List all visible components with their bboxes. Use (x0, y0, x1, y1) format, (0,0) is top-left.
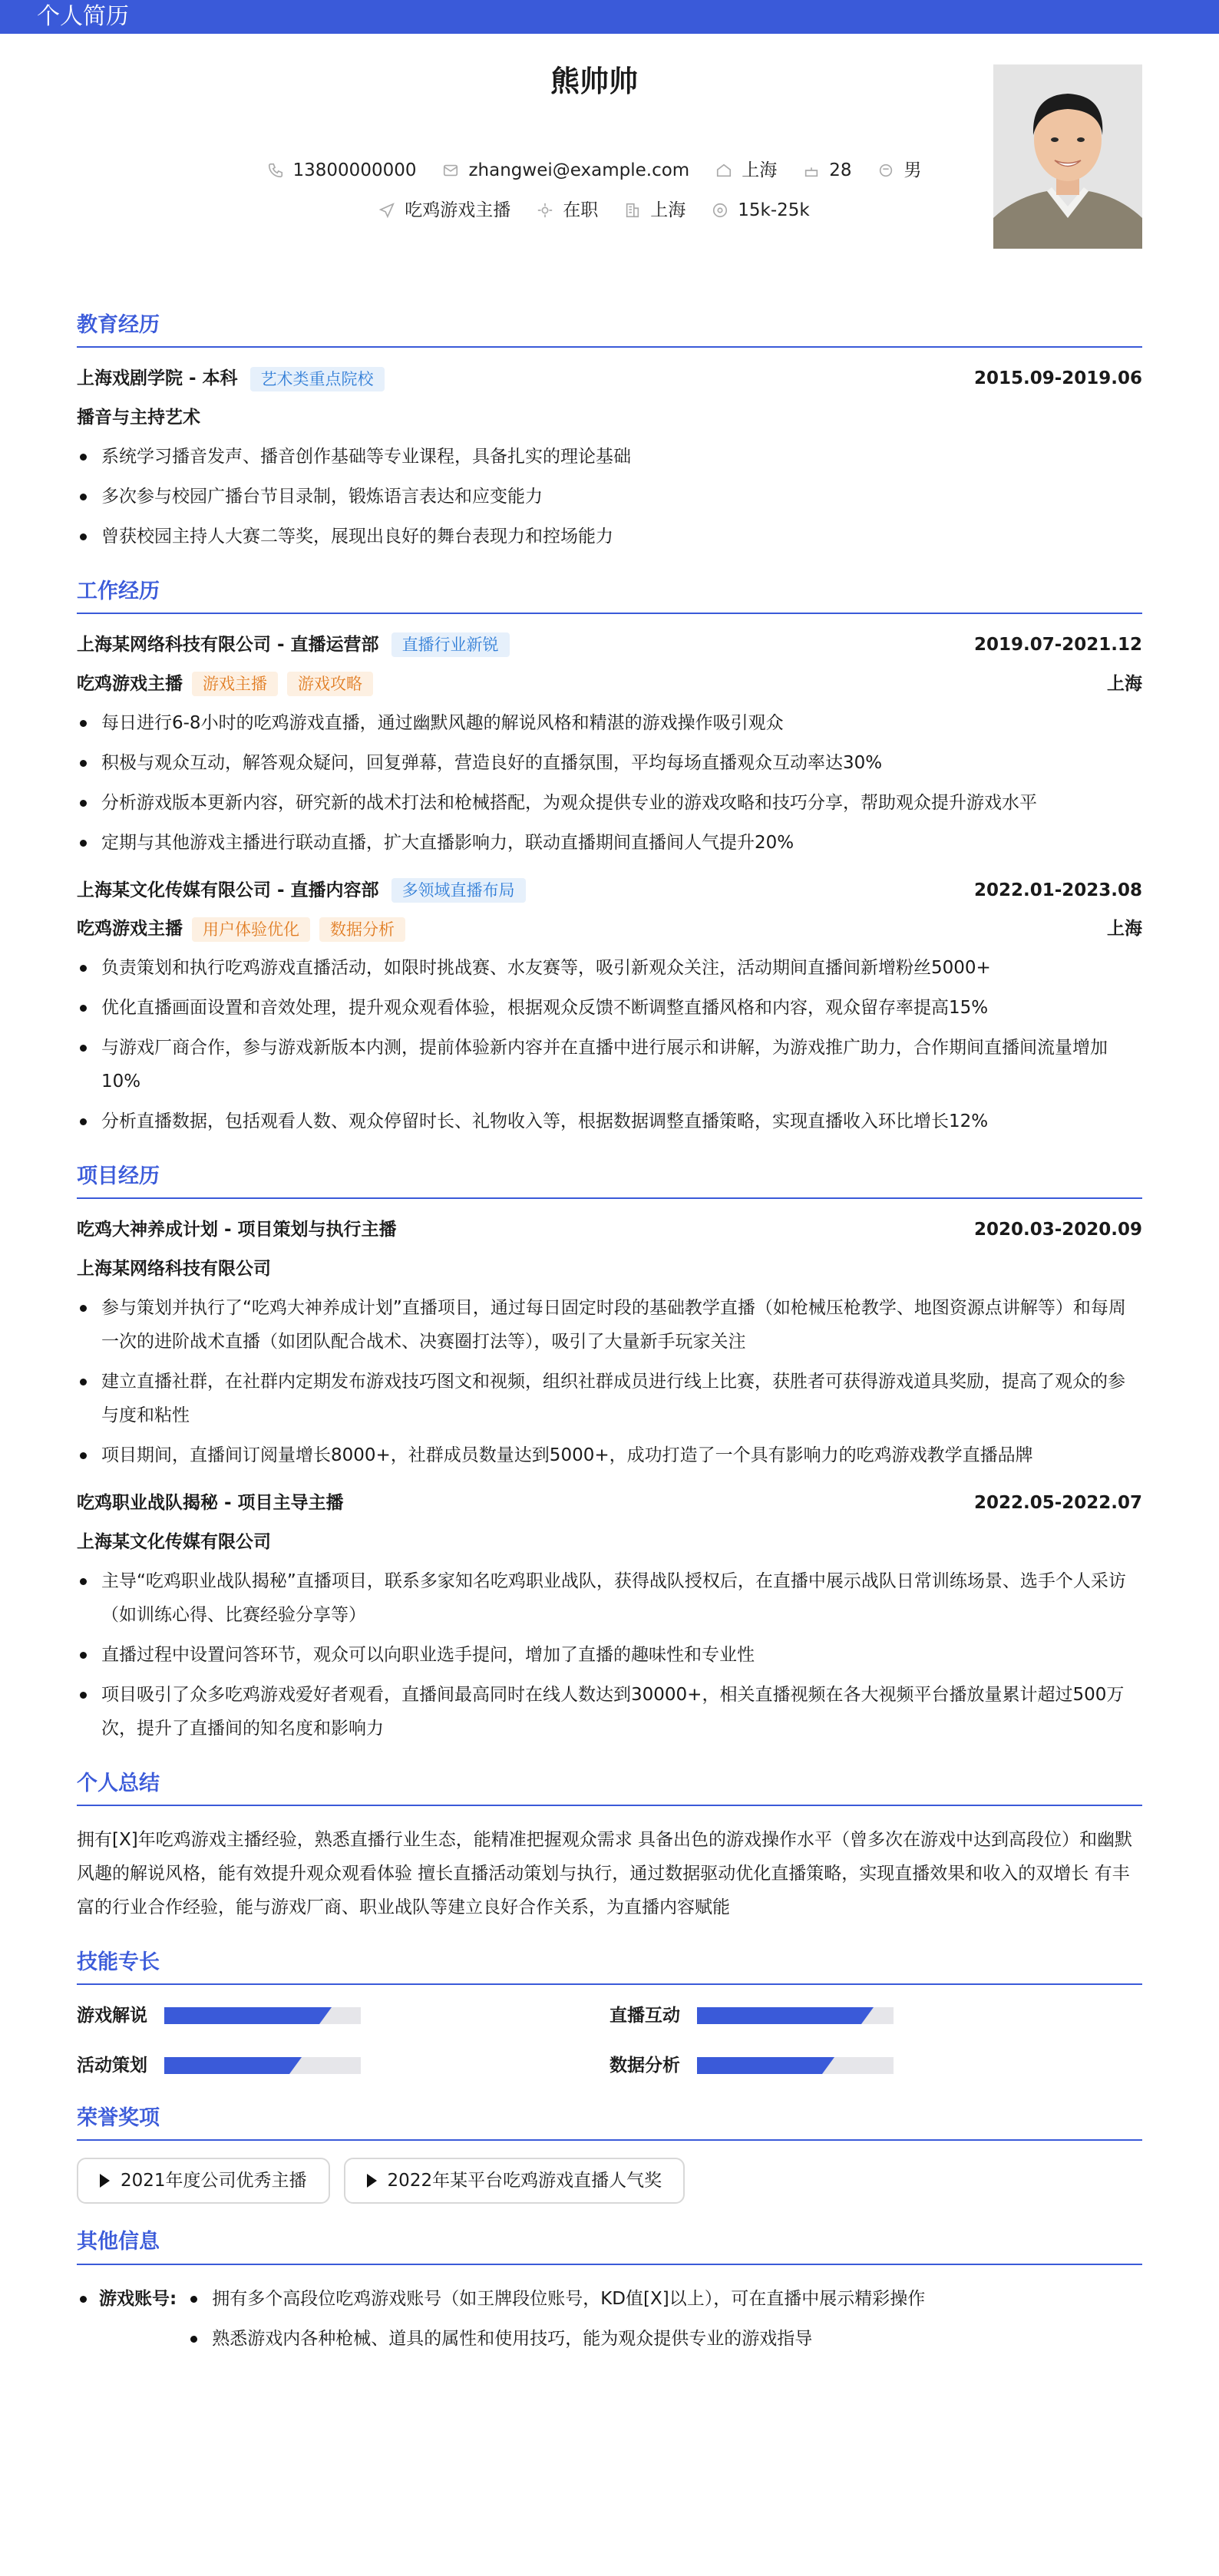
awards-section (77, 2102, 1142, 2204)
project-entry-head (77, 1216, 1142, 1244)
work-section (77, 575, 1142, 1138)
gender-text: 男 (904, 160, 922, 180)
list-item: 定期与其他游戏主播进行联动直播，扩大直播影响力，联动直播期间直播间人气提升20% (77, 826, 1142, 860)
education-entry-head (77, 365, 1142, 393)
list-item: 积极与观众互动，解答观众疑问，回复弹幕，营造良好的直播氛围，平均每场直播观众互动率达30% (77, 746, 1142, 780)
award-label: 2021年度公司优秀主播 (121, 2170, 307, 2191)
email-text: zhangwei@example.com (468, 160, 690, 180)
list-item: 分析游戏版本更新内容，研究新的战术打法和枪械搭配，为观众提供专业的游戏攻略和技巧分享，帮助观众提升游戏水平 (77, 786, 1142, 820)
profile-photo (993, 64, 1142, 249)
skill-bar (164, 2057, 361, 2074)
skill-bar-fill (164, 2007, 319, 2024)
major-row (77, 404, 1142, 432)
list-item: 每日进行6-8小时的吃鸡游戏直播，通过幽默风趣的解说风格和精湛的游戏操作吸引观众 (77, 706, 1142, 740)
skill-bar (697, 2057, 894, 2074)
building-icon (624, 202, 641, 219)
award-chip (344, 2158, 685, 2204)
resume-page (0, 34, 1219, 2393)
education-section (77, 309, 1142, 553)
role-tag: 数据分析 (319, 917, 405, 942)
role-tag: 游戏攻略 (287, 672, 373, 696)
salary-info (712, 197, 809, 225)
contact-row (77, 157, 1142, 185)
resume-header (77, 34, 1142, 287)
job-intent-row (77, 197, 1142, 225)
skills-grid (77, 2002, 1142, 2080)
phone-text: 13800000000 (292, 160, 417, 180)
candidate-name: 熊帅帅 (550, 64, 638, 98)
job-location: 上海 (1107, 673, 1142, 694)
list-item: 主导“吃鸡职业战队揭秘”直播项目，联系多家知名吃鸡职业战队，获得战队授权后，在直播中展示战队日常训练场景、选手个人采访（如训练心得、比赛经验分享等） (77, 1564, 1142, 1632)
projects-section (77, 1160, 1142, 1745)
project-bullets (77, 1564, 1142, 1745)
job-location: 上海 (1107, 919, 1142, 940)
awards-title: 荣誉奖项 (77, 2102, 1142, 2141)
other-label-text: 游戏账号: (99, 2288, 177, 2309)
company-tag: 多领域直播布局 (391, 878, 526, 903)
list-item: 熟悉游戏内各种枪械、道具的属性和使用技巧，能为观众提供专业的游戏指导 (187, 2322, 925, 2356)
work-city-info (624, 197, 685, 225)
mail-icon (442, 162, 459, 179)
job-bullets (77, 706, 1142, 860)
project-company-row (77, 1255, 1142, 1283)
skills-section (77, 1946, 1142, 2080)
company-name: 上海某文化传媒有限公司 - 直播内容部 (77, 880, 379, 900)
school-name: 上海戏剧学院 - 本科 (77, 368, 238, 389)
other-title: 其他信息 (77, 2225, 1142, 2264)
project-name: 吃鸡职业战队揭秘 - 项目主导主播 (77, 1492, 344, 1513)
list-item: 参与策划并执行了“吃鸡大神养成计划”直播项目，通过每日固定时段的基础教学直播（如枪械压枪教学、地图资源点讲解等）和每周一次的进阶战术直播（如团队配合战术、决赛圈打法等），吸引了大量新手玩家关注 (77, 1291, 1142, 1359)
status-icon (537, 202, 553, 219)
projects-title: 项目经历 (77, 1160, 1142, 1199)
skill-item (77, 2052, 610, 2080)
summary-section (77, 1767, 1142, 1924)
list-item: 分析直播数据，包括观看人数、观众停留时长、礼物收入等，根据数据调整直播策略，实现直播收入环比增长12% (77, 1105, 1142, 1138)
project-bullets (77, 1291, 1142, 1472)
project-company: 上海某网络科技有限公司 (77, 1259, 271, 1280)
project-name: 吃鸡大神养成计划 - 项目策划与执行主播 (77, 1220, 397, 1240)
list-item: 拥有多个高段位吃鸡游戏账号（如王牌段位账号，KD值[X]以上），可在直播中展示精彩操作 (187, 2282, 925, 2316)
other-section (77, 2225, 1142, 2361)
email-info (442, 157, 689, 185)
job-role-row (77, 670, 1142, 698)
skill-name: 直播互动 (610, 2005, 680, 2026)
company-name: 上海某网络科技有限公司 - 直播运营部 (77, 634, 379, 655)
skill-bar-fill (164, 2057, 289, 2074)
age-text: 28 (829, 160, 852, 180)
skill-item (610, 2002, 1142, 2030)
phone-icon (267, 162, 284, 179)
gender-info (877, 157, 921, 185)
skill-bar (164, 2007, 361, 2024)
play-icon (100, 2174, 110, 2188)
other-info (77, 2282, 1142, 2362)
send-icon (378, 202, 395, 219)
award-label: 2022年某平台吃鸡游戏直播人气奖 (387, 2170, 662, 2191)
project-company: 上海某文化传媒有限公司 (77, 1531, 271, 1552)
city-info (715, 157, 777, 185)
top-bar-title: 个人简历 (37, 3, 129, 30)
education-bullets (77, 440, 1142, 553)
major-name: 播音与主持艺术 (77, 407, 200, 428)
job-dates: 2019.07-2021.12 (973, 634, 1142, 655)
skills-title: 技能专长 (77, 1946, 1142, 1985)
summary-title: 个人总结 (77, 1767, 1142, 1806)
job-role-row (77, 915, 1142, 943)
job-role: 吃鸡游戏主播 (77, 919, 183, 940)
other-list (187, 2282, 925, 2362)
list-item: 项目吸引了众多吃鸡游戏爱好者观看，直播间最高同时在线人数达到30000+，相关直播视频在各大视频平台播放量累计超过500万次，提升了直播间的知名度和影响力 (77, 1678, 1142, 1745)
role-tag: 用户体验优化 (192, 917, 310, 942)
job-entry-head (77, 631, 1142, 659)
job-title-info (378, 197, 510, 225)
age-info (803, 157, 851, 185)
list-item: 与游戏厂商合作，参与游戏新版本内测，提前体验新内容并在直播中进行展示和讲解，为游戏推广助力，合作期间直播间流量增加10% (77, 1031, 1142, 1098)
school-tag: 艺术类重点院校 (250, 367, 385, 391)
list-item: 优化直播画面设置和音效处理，提升观众观看体验，根据观众反馈不断调整直播风格和内容，观众留存率提高15% (77, 991, 1142, 1025)
skill-name: 活动策划 (77, 2055, 147, 2076)
city-text: 上海 (742, 160, 778, 180)
status-text: 在职 (563, 200, 599, 220)
work-title: 工作经历 (77, 575, 1142, 614)
age-icon (803, 162, 820, 179)
status-info (537, 197, 598, 225)
summary-text: 拥有[X]年吃鸡游戏主播经验，熟悉直播行业生态，能精准把握观众需求 具备出色的游戏操作水平（曾多次在游戏中达到高段位）和幽默风趣的解说风格，能有效提升观众观看体验 擅长直播活动策划与执行，通过数据驱动优化直播策略，实现直播效果和收入的双增长 有丰富的行业合作经验，能与游戏厂商、职业战队等建立良好合作关系，为直播内容赋能 (77, 1829, 1133, 1917)
skill-item (77, 2002, 610, 2030)
skill-name: 游戏解说 (77, 2005, 147, 2026)
skill-name: 数据分析 (610, 2055, 680, 2076)
education-title: 教育经历 (77, 309, 1142, 348)
project-company-row (77, 1528, 1142, 1557)
awards-list (77, 2158, 1142, 2204)
skill-bar (697, 2007, 894, 2024)
phone-info (267, 157, 417, 185)
award-chip (77, 2158, 330, 2204)
job-title-text: 吃鸡游戏主播 (405, 200, 511, 220)
job-entry-head (77, 877, 1142, 905)
list-item: 项目期间，直播间订阅量增长8000+，社群成员数量达到5000+，成功打造了一个具有影响力的吃鸡游戏教学直播品牌 (77, 1438, 1142, 1472)
education-dates: 2015.09-2019.06 (973, 368, 1142, 389)
top-bar (0, 0, 1219, 34)
job-role: 吃鸡游戏主播 (77, 673, 183, 694)
list-item: 系统学习播音发声、播音创作基础等专业课程，具备扎实的理论基础 (77, 440, 1142, 474)
play-icon (367, 2174, 377, 2188)
work-city-text: 上海 (650, 200, 686, 220)
company-tag: 直播行业新锐 (391, 632, 510, 657)
project-entry-head (77, 1489, 1142, 1518)
gender-icon (877, 162, 894, 179)
skill-item (610, 2052, 1142, 2080)
skill-bar-fill (697, 2007, 861, 2024)
list-item: 多次参与校园广播台节目录制，锻炼语言表达和应变能力 (77, 480, 1142, 514)
skill-bar-fill (697, 2057, 822, 2074)
project-dates: 2022.05-2022.07 (973, 1492, 1142, 1513)
list-item: 负责策划和执行吃鸡游戏直播活动，如限时挑战赛、水友赛等，吸引新观众关注，活动期间直播间新增粉丝5000+ (77, 951, 1142, 985)
job-dates: 2022.01-2023.08 (973, 880, 1142, 900)
other-label (77, 2282, 177, 2362)
project-dates: 2020.03-2020.09 (973, 1220, 1142, 1240)
job-bullets (77, 951, 1142, 1138)
role-tag: 游戏主播 (192, 672, 278, 696)
list-item: 曾获校园主持人大赛二等奖，展现出良好的舞台表现力和控场能力 (77, 520, 1142, 553)
salary-text: 15k-25k (738, 200, 810, 220)
salary-icon (712, 202, 728, 219)
list-item: 建立直播社群，在社群内定期发布游戏技巧图文和视频，组织社群成员进行线上比赛，获胜者可获得游戏道具奖励，提高了观众的参与度和粘性 (77, 1365, 1142, 1432)
home-icon (715, 162, 732, 179)
list-item: 直播过程中设置问答环节，观众可以向职业选手提问，增加了直播的趣味性和专业性 (77, 1638, 1142, 1672)
